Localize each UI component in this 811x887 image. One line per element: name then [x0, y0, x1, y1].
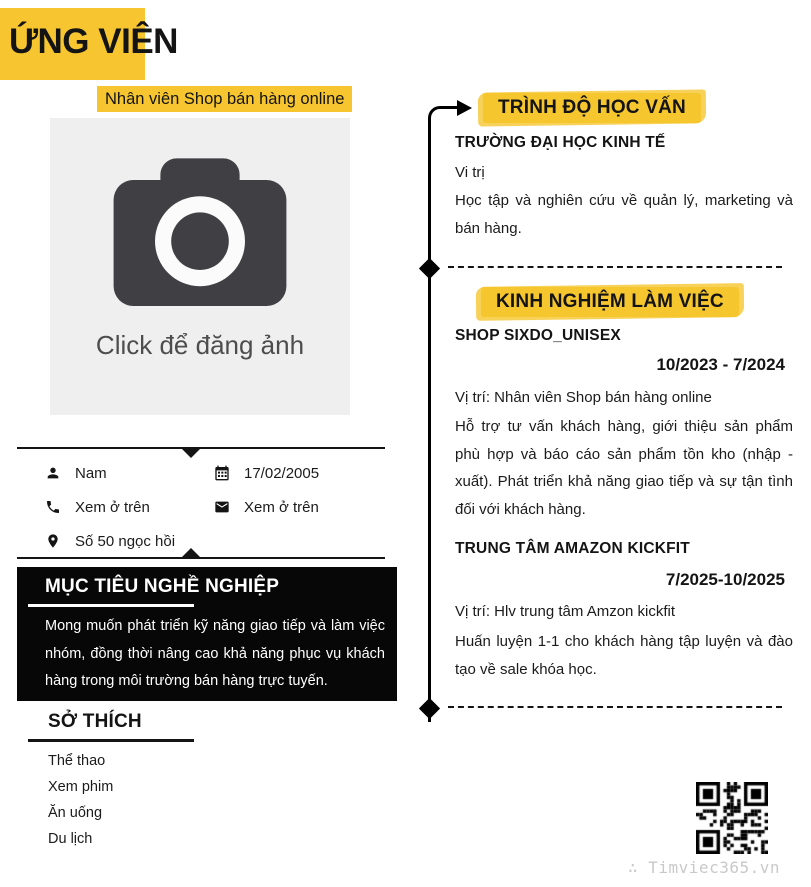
education-description: Học tập và nghiên cứu về quản lý, marketing và bán hàng.	[455, 192, 793, 237]
heading-underline	[28, 604, 194, 607]
info-value: Nam	[75, 464, 107, 482]
camera-icon	[110, 158, 290, 310]
info-value: Xem ở trên	[244, 498, 319, 516]
info-item-gender	[45, 465, 214, 482]
hobby-item: Ăn uống	[48, 805, 103, 821]
personal-info	[17, 447, 385, 559]
calendar-icon	[214, 465, 230, 481]
job-period: 10/2023 - 7/2024	[656, 355, 785, 374]
hobbies-heading: SỞ THÍCH	[48, 711, 142, 732]
hobby-item: Thể thao	[48, 753, 106, 769]
info-item-email	[214, 499, 385, 516]
experience-heading: KINH NGHIỆM LÀM VIỆC	[481, 287, 739, 317]
heading-underline	[28, 739, 194, 742]
person-icon	[45, 465, 61, 481]
section-divider	[448, 266, 782, 268]
arrow-right-icon	[457, 100, 472, 116]
info-value: 17/02/2005	[244, 464, 320, 482]
job-role: Vị trí: Hlv trung tâm Amzon kickfit	[455, 603, 676, 620]
education-school: TRƯỜNG ĐẠI HỌC KINH TẾ	[455, 134, 666, 151]
photo-upload-label: Click để đăng ảnh	[95, 330, 305, 360]
page-title: ỨNG VIÊN	[9, 22, 178, 61]
hobby-item: Xem phim	[48, 779, 114, 795]
phone-icon	[45, 499, 61, 515]
info-item-phone	[45, 499, 214, 516]
triangle-down-icon	[182, 449, 200, 458]
photo-upload[interactable]	[50, 118, 350, 415]
info-item-birthday	[214, 465, 385, 482]
objective-section	[17, 567, 397, 701]
job-description: Huấn luyện 1-1 cho khách hàng tập luyện và đào tạo về sale khóa học.	[455, 633, 793, 678]
section-divider	[448, 706, 782, 708]
objective-text: Mong muốn phát triển kỹ năng giao tiếp và làm việc nhóm, đồng thời nâng cao khả năng phục vụ khách hàng trong môi trường bán hàng trực tuyến.	[45, 618, 385, 689]
email-icon	[214, 499, 230, 515]
info-value: Xem ở trên	[75, 498, 150, 516]
objective-heading: MỤC TIÊU NGHỀ NGHIỆP	[45, 576, 280, 597]
triangle-up-icon	[182, 548, 200, 557]
job-description: Hỗ trợ tư vấn khách hàng, giới thiệu sản phẩm phù hợp và báo cáo sản phẩm tồn kho (nhập - xuất). Phát triển khả năng giao tiếp và sự tận tình đối với khách hàng.	[455, 418, 793, 518]
job-role: Vị trí: Nhân viên Shop bán hàng online	[455, 389, 712, 406]
education-heading: TRÌNH ĐỘ HỌC VẤN	[483, 93, 701, 123]
hobbies-list	[48, 748, 113, 852]
watermark: ∴ Timviec365.vn	[628, 858, 780, 877]
location-icon	[45, 533, 61, 549]
info-value: Số 50 ngọc hồi	[75, 532, 176, 550]
info-item-address	[45, 533, 214, 550]
qr-code	[696, 782, 768, 854]
job-company: TRUNG TÂM AMAZON KICKFIT	[455, 540, 690, 557]
education-position: Vi trị	[455, 164, 485, 181]
job-company: SHOP SIXDO_UNISEX	[455, 327, 621, 344]
hobby-item: Du lịch	[48, 831, 93, 847]
job-title: Nhân viên Shop bán hàng online	[97, 86, 352, 112]
job-period: 7/2025-10/2025	[665, 570, 785, 589]
